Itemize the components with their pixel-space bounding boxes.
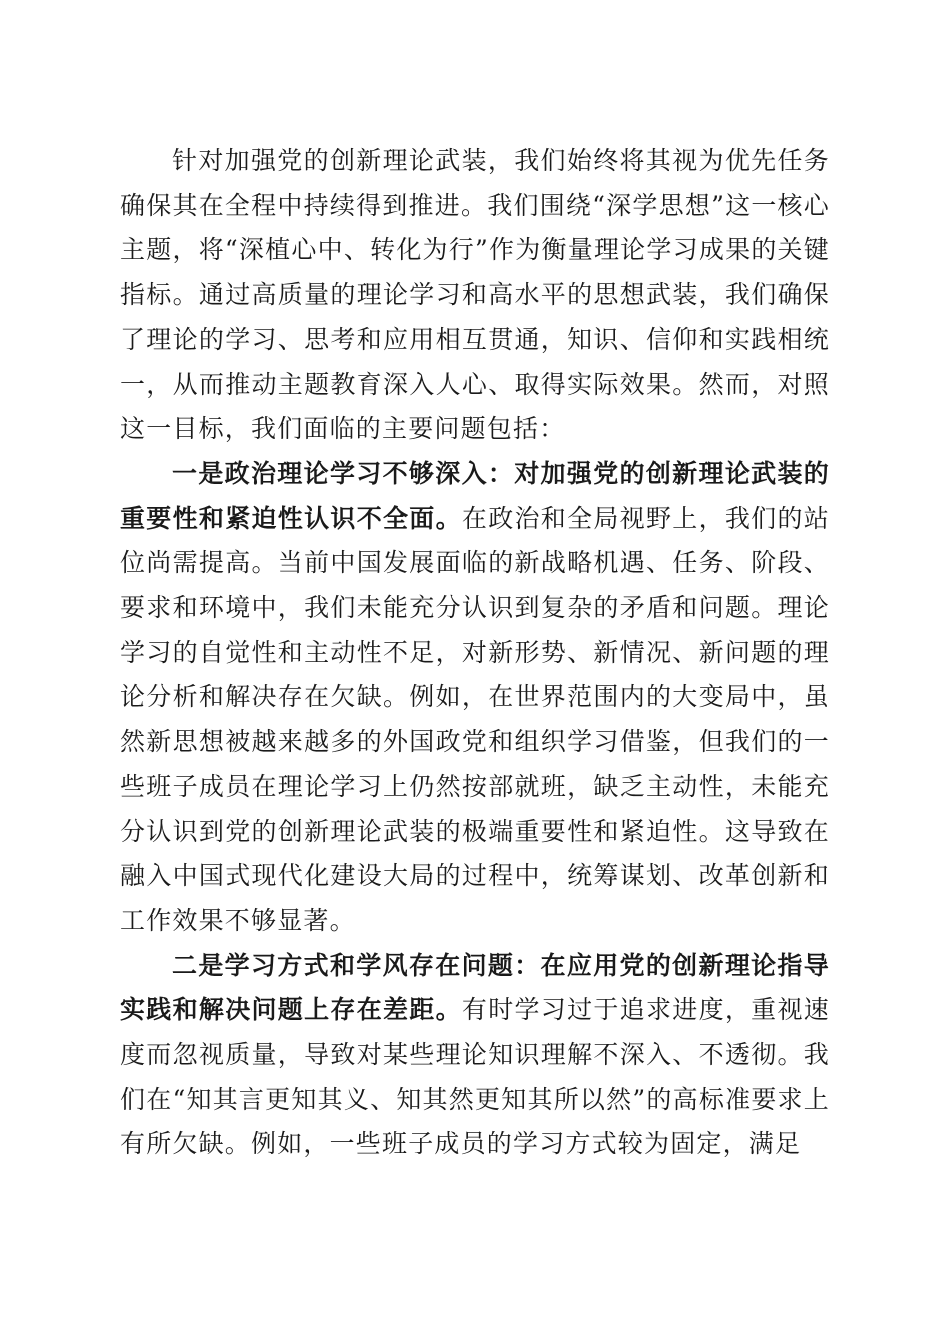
paragraph-issue-two-heading: 二是学习方式和学风存在问题：在应用党的创新理论指导实践和解决问题上存在差距。 (120, 950, 830, 1025)
paragraph-issue-two-text: 有时学习过于追求进度，重视速度而忽视质量，导致对某些理论知识理解不深入、不透彻。我们在“知其言更知其义、知其然更知其所以然”的高标准要求上有所欠缺。例如，一些班子成员的学习方式较为固定，满足 (120, 995, 830, 1159)
paragraph-intro-text: 针对加强党的创新理论武装，我们始终将其视为优先任务确保其在全程中持续得到推进。我们围绕“深学思想”这一核心主题，将“深植心中、转化为行”作为衡量理论学习成果的关键指标。通过高质量的理论学习和高水平的思想武装，我们确保了理论的学习、思考和应用相互贯通，知识、信仰和实践相统一，从而推动主题教育深入人心、取得实际效果。然而，对照这一目标，我们面临的主要问题包括： (120, 146, 830, 444)
paragraph-issue-one-heading: 一是政治理论学习不够深入：对加强党的创新理论武装的重要性和紧迫性认识不全面。 (120, 458, 830, 533)
paragraph-issue-two (120, 944, 830, 1168)
paragraph-issue-one-text: 在政治和全局视野上，我们的站位尚需提高。当前中国发展面临的新战略机遇、任务、阶段、要求和环境中，我们未能充分认识到复杂的矛盾和问题。理论学习的自觉性和主动性不足，对新形势、新情况、新问题的理论分析和解决存在欠缺。例如，在世界范围内的大变局中，虽然新思想被越来越多的外国政党和组织学习借鉴，但我们的一些班子成员在理论学习上仍然按部就班，缺乏主动性，未能充分认识到党的创新理论武装的极端重要性和紧迫性。这导致在融入中国式现代化建设大局的过程中，统筹谋划、改革创新和工作效果不够显著。 (120, 503, 830, 935)
document-body (120, 139, 830, 1167)
paragraph-intro (120, 139, 830, 452)
paragraph-issue-one (120, 452, 830, 944)
